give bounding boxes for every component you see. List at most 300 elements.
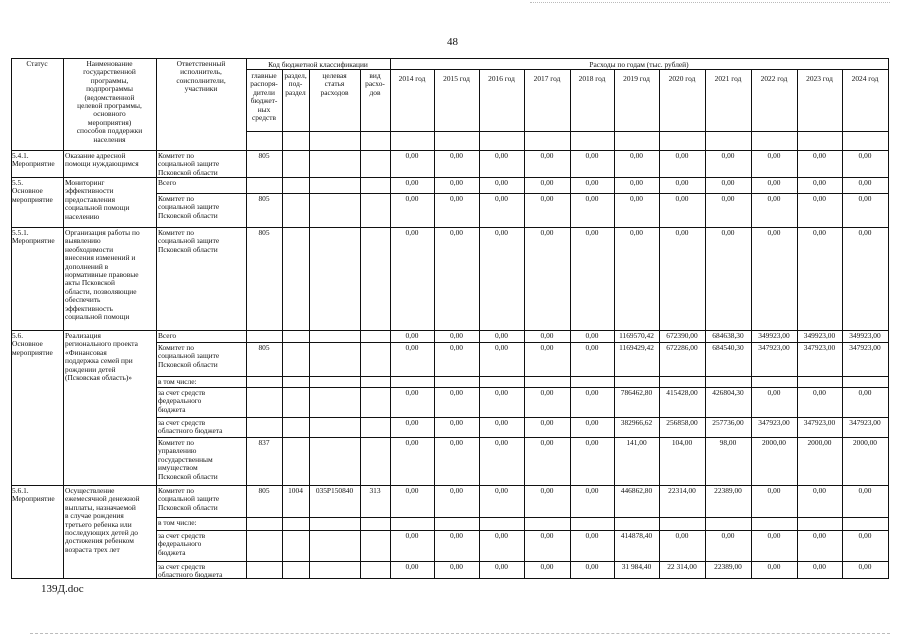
column-rule xyxy=(360,437,361,485)
column-rule xyxy=(360,561,361,578)
header-year: 2020 год xyxy=(668,74,696,83)
row-status: 5.6.1. Мероприятие xyxy=(12,486,55,504)
header-budget-col: целевая статья расходов xyxy=(320,71,349,97)
row-executor: за счет средств федерального бюджета xyxy=(158,388,206,414)
column-rule xyxy=(614,517,615,530)
column-rule xyxy=(246,376,247,387)
row-year-value: 0,00 xyxy=(540,486,554,495)
row-year-value: 0,00 xyxy=(721,228,735,237)
row-year-value: 349923,00 xyxy=(849,331,881,340)
column-rule xyxy=(309,177,310,193)
row-year-value: 0,00 xyxy=(540,228,554,237)
row-year-value: 256858,00 xyxy=(666,418,698,427)
column-rule xyxy=(614,227,615,330)
column-rule xyxy=(659,227,660,330)
row-grbs: 805 xyxy=(258,151,270,160)
row-year-value: 22389,00 xyxy=(714,562,742,571)
row-rule xyxy=(156,376,888,377)
column-rule xyxy=(309,517,310,530)
row-year-value: 0,00 xyxy=(495,228,508,237)
row-year-value: 0,00 xyxy=(813,562,826,571)
row-year-value: 0,00 xyxy=(495,178,508,187)
column-rule xyxy=(282,177,283,193)
row-year-value: 0,00 xyxy=(495,438,508,447)
row-name: Организация работы по выявлению необходимости внесения изменений и дополнений в нормативные правовые акты Псковской области, позволяющие обеспечить эффективность социальной помощи xyxy=(65,228,140,322)
row-rule xyxy=(156,517,888,518)
column-rule xyxy=(360,376,361,387)
header-budget-col: раздел, под- раздел xyxy=(284,71,307,97)
column-rule xyxy=(524,376,525,387)
column-rule xyxy=(246,517,247,530)
column-rule xyxy=(434,376,435,387)
row-grbs: 805 xyxy=(258,343,270,352)
row-executor: в том числе: xyxy=(158,377,197,386)
row-year-value: 0,00 xyxy=(813,531,826,540)
document-filename: 139Д.doc xyxy=(41,583,84,595)
row-year-value: 0,00 xyxy=(585,228,599,237)
row-year-value: 0,00 xyxy=(630,178,643,187)
row-year-value: 0,00 xyxy=(813,178,826,187)
row-status: 5.6. Основное мероприятие xyxy=(12,331,53,357)
row-year-value: 2000,00 xyxy=(807,438,832,447)
row-year-value: 2000,00 xyxy=(852,438,878,447)
row-year-value: 0,00 xyxy=(675,228,689,237)
row-year-value: 347923,00 xyxy=(849,343,881,352)
column-rule xyxy=(434,517,435,530)
column-rule xyxy=(751,376,752,387)
row-year-value: 0,00 xyxy=(405,343,419,352)
row-year-value: 347923,00 xyxy=(758,343,790,352)
row-year-value: 0,00 xyxy=(405,531,419,540)
column-rule xyxy=(842,517,843,530)
column-rule xyxy=(309,193,310,227)
row-year-value: 0,00 xyxy=(858,178,872,187)
column-rule xyxy=(309,387,310,417)
column-rule xyxy=(282,417,283,437)
header-year: 2023 год xyxy=(806,74,833,83)
row-year-value: 1169570,42 xyxy=(619,331,654,340)
row-status: 5.5.1. Мероприятие xyxy=(12,228,55,246)
row-year-value: 98,00 xyxy=(719,438,737,447)
row-year-value: 0,00 xyxy=(540,194,554,203)
row-name: Реализация регионального проекта «Финансовая поддержка семей при рождении детей (Псковская область)» xyxy=(65,331,138,383)
row-year-value: 0,00 xyxy=(675,194,689,203)
row-year-value: 0,00 xyxy=(540,178,554,187)
row-grbs: 805 xyxy=(258,486,270,495)
row-year-value: 0,00 xyxy=(585,178,599,187)
row-executor: за счет средств федерального бюджета xyxy=(158,531,206,557)
row-year-value: 0,00 xyxy=(585,486,599,495)
row-year-value: 426804,30 xyxy=(712,388,744,397)
row-year-value: 347923,00 xyxy=(803,343,836,352)
row-executor: Комитет по социальной защите Псковской области xyxy=(158,228,220,254)
row-year-value: 786462,80 xyxy=(620,388,653,397)
column-rule xyxy=(309,437,310,485)
header-year: 2014 год xyxy=(398,74,426,83)
row-name: Оказание адресной помощи нуждающимся xyxy=(65,151,139,169)
row-year-value: 0,00 xyxy=(675,531,689,540)
header-year: 2015 год xyxy=(443,74,470,83)
row-year-value: 0,00 xyxy=(405,438,419,447)
row-year-value: 0,00 xyxy=(813,194,826,203)
row-year-value: 0,00 xyxy=(450,178,463,187)
column-rule xyxy=(434,227,435,330)
row-year-value: 672286,00 xyxy=(666,343,698,352)
row-year-value: 0,00 xyxy=(450,151,463,160)
row-year-value: 0,00 xyxy=(450,562,463,571)
row-name: Осуществление ежемесячной денежной выплаты, назначаемой в случае рождения третьего ребенка или последующих детей до достижения ребенком возраста трех лет xyxy=(65,486,140,554)
row-year-value: 0,00 xyxy=(450,438,463,447)
row-year-value: 0,00 xyxy=(858,388,872,397)
row-year-value: 0,00 xyxy=(540,343,554,352)
row-year-value: 0,00 xyxy=(630,194,643,203)
column-rule xyxy=(751,227,752,330)
column-rule xyxy=(570,517,571,530)
row-year-value: 0,00 xyxy=(767,178,781,187)
column-rule xyxy=(156,517,157,530)
column-rule xyxy=(360,342,361,376)
column-rule xyxy=(705,376,706,387)
row-year-value: 0,00 xyxy=(813,228,826,237)
header-year: 2022 год xyxy=(760,74,788,83)
row-year-value: 0,00 xyxy=(767,228,781,237)
row-year-value: 446862,80 xyxy=(620,486,653,495)
row-grbs: 805 xyxy=(258,228,270,237)
column-rule xyxy=(570,227,571,330)
column-rule xyxy=(246,417,247,437)
row-year-value: 0,00 xyxy=(405,418,419,427)
column-rule xyxy=(479,517,480,530)
header-year: 2017 год xyxy=(533,74,561,83)
column-rule xyxy=(614,376,615,387)
row-year-value: 0,00 xyxy=(405,228,419,237)
column-rule xyxy=(156,177,157,193)
row-year-value: 0,00 xyxy=(495,486,508,495)
row-year-value: 0,00 xyxy=(495,151,508,160)
row-year-value: 0,00 xyxy=(858,486,872,495)
column-rule xyxy=(63,193,64,227)
column-rule xyxy=(156,150,157,177)
row-year-value: 0,00 xyxy=(585,343,599,352)
row-year-value: 0,00 xyxy=(495,331,508,340)
row-year-value: 0,00 xyxy=(813,151,826,160)
row-year-value: 0,00 xyxy=(767,151,781,160)
row-year-value: 0,00 xyxy=(450,343,463,352)
column-rule xyxy=(246,530,247,561)
header-budget-col: вид расхо- дов xyxy=(365,71,385,97)
row-name: Мониторинг эффективности предоставления социальной помощи населению xyxy=(65,178,130,221)
column-rule xyxy=(63,387,64,417)
row-year-value: 0,00 xyxy=(540,531,554,540)
header-year: 2018 год xyxy=(578,74,606,83)
row-year-value: 0,00 xyxy=(405,486,419,495)
row-year-value: 104,00 xyxy=(671,438,693,447)
row-year-value: 0,00 xyxy=(540,418,554,427)
row-year-value: 0,00 xyxy=(675,151,689,160)
row-year-value: 0,00 xyxy=(585,438,599,447)
column-rule xyxy=(282,561,283,578)
row-year-value: 0,00 xyxy=(585,331,599,340)
column-rule xyxy=(63,485,64,517)
row-year-value: 684638,30 xyxy=(712,331,744,340)
column-rule xyxy=(63,517,64,530)
row-razdel: 1004 xyxy=(288,486,303,495)
row-year-value: 0,00 xyxy=(858,194,872,203)
column-rule xyxy=(282,387,283,417)
row-year-value: 0,00 xyxy=(450,388,463,397)
table-border-right xyxy=(888,58,889,579)
column-rule xyxy=(156,342,157,376)
row-year-value: 0,00 xyxy=(405,178,419,187)
column-rule xyxy=(246,561,247,578)
column-rule xyxy=(309,417,310,437)
column-rule xyxy=(360,330,361,342)
row-executor: Всего xyxy=(158,331,177,340)
row-year-value: 0,00 xyxy=(767,194,781,203)
row-year-value: 0,00 xyxy=(450,486,463,495)
row-year-value: 0,00 xyxy=(405,388,419,397)
column-rule xyxy=(156,387,157,417)
row-year-value: 141,00 xyxy=(626,438,647,447)
column-rule xyxy=(360,417,361,437)
row-year-value: 22 314,00 xyxy=(667,562,697,571)
column-rule xyxy=(63,417,64,437)
row-year-value: 0,00 xyxy=(585,388,599,397)
column-rule xyxy=(282,530,283,561)
column-rule xyxy=(309,376,310,387)
column-rule xyxy=(309,342,310,376)
row-year-value: 0,00 xyxy=(495,418,508,427)
column-rule xyxy=(309,530,310,561)
row-year-value: 0,00 xyxy=(495,531,508,540)
column-rule xyxy=(360,193,361,227)
column-rule xyxy=(282,342,283,376)
row-year-value: 347923,00 xyxy=(803,418,836,427)
header-name: Наименование государственной программы, подпрограммы (ведомственной целевой программы, основного мероприятия) способов поддержки населения xyxy=(76,59,143,144)
column-rule xyxy=(797,517,798,530)
row-year-value: 0,00 xyxy=(495,343,508,352)
column-rule xyxy=(360,227,361,330)
column-rule xyxy=(309,330,310,342)
row-year-value: 0,00 xyxy=(721,178,735,187)
row-executor: за счет средств областного бюджета xyxy=(158,562,223,580)
row-year-value: 0,00 xyxy=(405,194,419,203)
page-number: 48 xyxy=(447,36,458,48)
row-year-value: 22314,00 xyxy=(668,486,696,495)
row-year-value: 0,00 xyxy=(721,194,735,203)
row-year-value: 0,00 xyxy=(585,562,599,571)
column-rule xyxy=(282,227,283,330)
table-border-bottom xyxy=(11,578,889,579)
row-year-value: 0,00 xyxy=(540,151,554,160)
column-rule xyxy=(309,561,310,578)
table-border-top xyxy=(11,58,888,59)
column-rule xyxy=(246,227,247,330)
column-rule xyxy=(705,227,706,330)
row-year-value: 347923,00 xyxy=(849,418,881,427)
row-executor: Всего xyxy=(158,178,177,187)
column-rule xyxy=(156,561,157,578)
row-status: 5.4.1. Мероприятие xyxy=(12,151,55,169)
row-year-value: 0,00 xyxy=(585,151,599,160)
row-year-value: 0,00 xyxy=(495,388,508,397)
row-year-value: 0,00 xyxy=(813,486,826,495)
row-executor: Комитет по социальной защите Псковской области xyxy=(158,151,220,177)
row-year-value: 1169429,42 xyxy=(619,343,654,352)
row-grbs: 837 xyxy=(258,438,270,447)
column-rule xyxy=(63,177,64,193)
column-rule xyxy=(246,177,247,193)
row-year-value: 0,00 xyxy=(405,151,419,160)
row-year-value: 684540,30 xyxy=(712,343,744,352)
column-rule xyxy=(282,330,283,342)
row-year-value: 0,00 xyxy=(495,562,508,571)
header-year: 2021 год xyxy=(714,74,742,83)
column-rule xyxy=(156,376,157,387)
row-year-value: 0,00 xyxy=(721,151,735,160)
row-year-value: 0,00 xyxy=(540,331,554,340)
row-year-value: 0,00 xyxy=(767,531,781,540)
row-year-value: 382966,62 xyxy=(620,418,653,427)
column-rule xyxy=(390,227,391,330)
column-rule xyxy=(842,376,843,387)
row-expense-type: 313 xyxy=(369,486,381,495)
row-executor: Комитет по социальной защите Псковской области xyxy=(158,343,220,369)
row-year-value: 0,00 xyxy=(767,486,781,495)
row-year-value: 414878,40 xyxy=(620,531,653,540)
column-rule xyxy=(63,330,64,342)
column-rule xyxy=(282,517,283,530)
column-rule xyxy=(282,150,283,177)
row-executor: Комитет по управлению государственным имуществом Псковской области xyxy=(158,438,218,481)
column-rule xyxy=(63,437,64,485)
row-year-value: 31 984,40 xyxy=(621,562,652,571)
column-rule xyxy=(63,342,64,376)
header-status: Статус xyxy=(26,59,48,68)
row-year-value: 0,00 xyxy=(450,228,463,237)
column-rule xyxy=(842,227,843,330)
column-rule xyxy=(524,227,525,330)
column-rule xyxy=(751,517,752,530)
row-year-value: 0,00 xyxy=(450,331,463,340)
column-rule xyxy=(282,193,283,227)
column-rule xyxy=(360,387,361,417)
column-rule xyxy=(282,376,283,387)
header-column-rule xyxy=(390,58,391,150)
header-executor: Ответственный исполнитель, соисполнители, участники xyxy=(176,59,226,94)
row-executor: в том числе: xyxy=(158,518,197,527)
row-year-value: 0,00 xyxy=(585,418,599,427)
column-rule xyxy=(479,227,480,330)
column-rule xyxy=(797,227,798,330)
row-year-value: 415428,00 xyxy=(666,388,698,397)
column-rule xyxy=(360,150,361,177)
column-rule xyxy=(63,530,64,561)
column-rule xyxy=(156,193,157,227)
column-rule xyxy=(246,330,247,342)
header-budget-col: главные распоря- дители бюджет- ных средств xyxy=(250,71,278,123)
column-rule xyxy=(156,417,157,437)
row-status: 5.5. Основное мероприятие xyxy=(12,178,53,204)
row-year-value: 0,00 xyxy=(767,562,781,571)
column-rule xyxy=(63,561,64,578)
column-rule xyxy=(390,517,391,530)
column-rule xyxy=(246,387,247,417)
row-grbs: 805 xyxy=(258,194,270,203)
scan-artifact-bottom xyxy=(30,633,890,634)
column-rule xyxy=(63,150,64,177)
column-rule xyxy=(360,177,361,193)
column-rule xyxy=(797,376,798,387)
header-budget-group: Код бюджетной классификации xyxy=(268,60,368,69)
column-rule xyxy=(309,227,310,330)
row-target-article: 035P150840 xyxy=(315,486,354,495)
column-rule xyxy=(479,376,480,387)
column-rule xyxy=(156,330,157,342)
row-year-value: 0,00 xyxy=(858,228,872,237)
column-rule xyxy=(63,376,64,387)
column-rule xyxy=(360,517,361,530)
row-year-value: 0,00 xyxy=(858,531,872,540)
row-year-value: 349923,00 xyxy=(803,331,836,340)
header-year: 2016 год xyxy=(488,74,515,83)
header-year: 2024 год xyxy=(851,74,879,83)
row-year-value: 0,00 xyxy=(721,531,735,540)
header-years-group: Расходы по годам (тыс. рублей) xyxy=(589,60,689,69)
row-year-value: 0,00 xyxy=(767,388,781,397)
column-rule xyxy=(63,227,64,330)
row-year-value: 672390,00 xyxy=(666,331,698,340)
row-year-value: 0,00 xyxy=(585,194,599,203)
column-rule xyxy=(570,376,571,387)
header-year: 2019 год xyxy=(623,74,650,83)
row-year-value: 0,00 xyxy=(405,562,419,571)
row-year-value: 0,00 xyxy=(450,531,463,540)
row-executor: Комитет по социальной защите Псковской области xyxy=(158,486,220,512)
row-year-value: 0,00 xyxy=(495,194,508,203)
row-year-value: 0,00 xyxy=(540,438,554,447)
column-rule xyxy=(390,376,391,387)
row-year-value: 0,00 xyxy=(858,562,872,571)
column-rule xyxy=(360,530,361,561)
column-rule xyxy=(659,517,660,530)
column-rule xyxy=(156,530,157,561)
row-year-value: 0,00 xyxy=(540,562,554,571)
header-spacer-rule xyxy=(246,131,888,132)
row-year-value: 0,00 xyxy=(630,228,643,237)
row-executor: за счет средств областного бюджета xyxy=(158,418,223,436)
column-rule xyxy=(156,437,157,485)
row-year-value: 257736,00 xyxy=(712,418,744,427)
row-year-value: 347923,00 xyxy=(758,418,790,427)
row-year-value: 0,00 xyxy=(858,151,872,160)
column-rule xyxy=(282,437,283,485)
row-year-value: 0,00 xyxy=(813,388,826,397)
row-year-value: 22389,00 xyxy=(714,486,742,495)
column-rule xyxy=(524,517,525,530)
row-year-value: 0,00 xyxy=(405,331,419,340)
row-year-value: 0,00 xyxy=(585,531,599,540)
column-rule xyxy=(309,150,310,177)
row-year-value: 0,00 xyxy=(450,194,463,203)
row-year-value: 0,00 xyxy=(450,418,463,427)
row-year-value: 349923,00 xyxy=(758,331,790,340)
row-year-value: 0,00 xyxy=(675,178,689,187)
column-rule xyxy=(156,485,157,517)
row-year-value: 2000,00 xyxy=(761,438,787,447)
column-rule xyxy=(156,227,157,330)
row-year-value: 0,00 xyxy=(540,388,554,397)
